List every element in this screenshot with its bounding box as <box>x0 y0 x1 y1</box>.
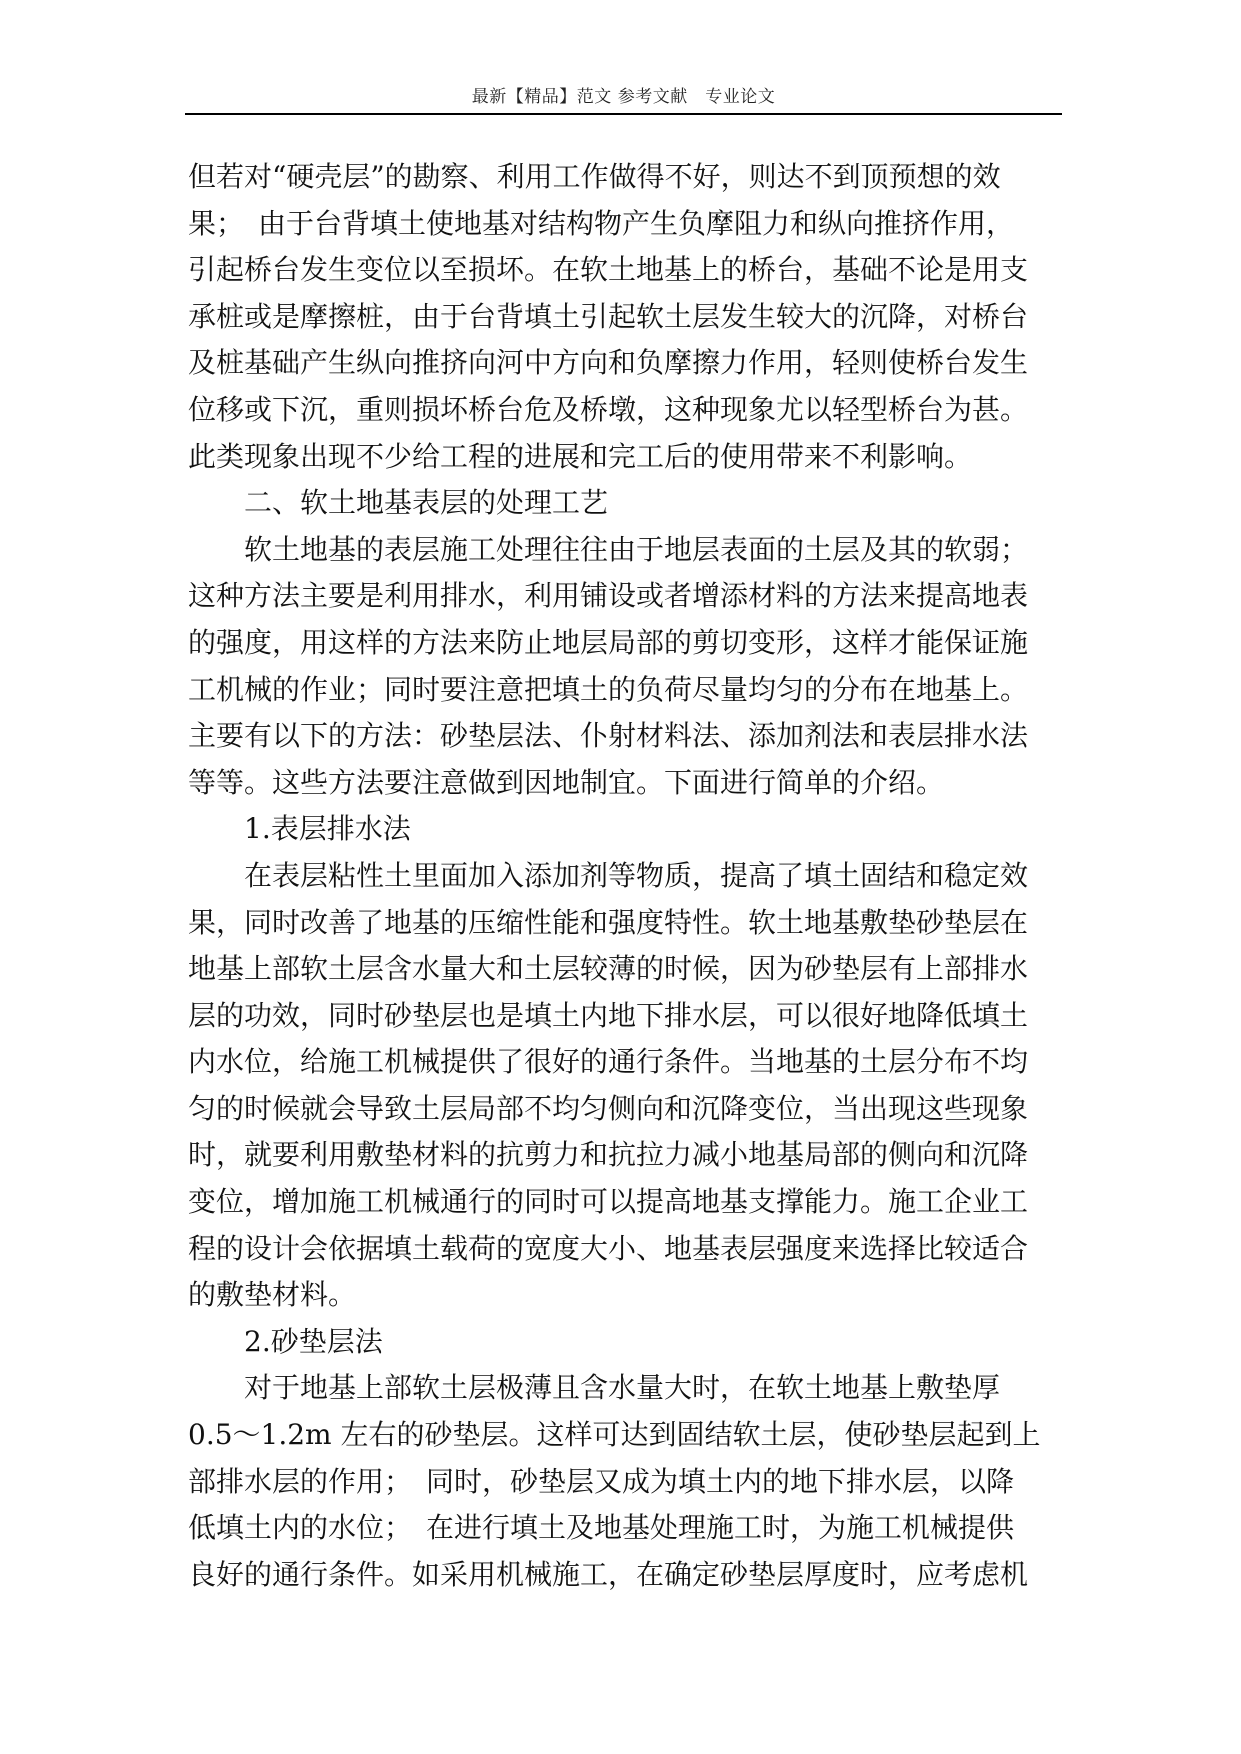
text-line: 果； 由于台背填土使地基对结构物产生负摩阻力和纵向推挤作用， <box>188 206 1015 240</box>
text-line: 及桩基础产生纵向推挤向河中方向和负摩擦力作用，轻则使桥台发生 <box>188 346 1029 380</box>
text-line: 工机械的作业；同时要注意把填土的负荷尽量均匀的分布在地基上。 <box>188 672 1029 706</box>
text-line: 部排水层的作用； 同时，砂垫层又成为填土内的地下排水层，以降 <box>188 1464 1015 1498</box>
paragraph <box>188 853 1061 1319</box>
text-line: 二、软土地基表层的处理工艺 <box>244 486 609 520</box>
paragraph <box>188 480 1061 527</box>
text-line: 2.砂垫层法 <box>244 1324 383 1358</box>
text-line: 软土地基的表层施工处理往往由于地层表面的土层及其的软弱； <box>244 532 1029 566</box>
paragraph <box>188 1365 1061 1598</box>
text-line: 变位，增加施工机械通行的同时可以提高地基支撑能力。施工企业工 <box>188 1185 1029 1219</box>
paragraph <box>188 806 1061 853</box>
text-line: 此类现象出现不少给工程的进展和完工后的使用带来不利影响。 <box>188 439 973 473</box>
text-line: 在表层粘性土里面加入添加剂等物质，提高了填土固结和稳定效 <box>244 858 1029 892</box>
text-line: 果，同时改善了地基的压缩性能和强度特性。软土地基敷垫砂垫层在 <box>188 905 1029 939</box>
text-line: 程的设计会依据填土载荷的宽度大小、地基表层强度来选择比较适合 <box>188 1231 1029 1265</box>
text-line: 层的功效，同时砂垫层也是填土内地下排水层，可以很好地降低填土 <box>188 998 1029 1032</box>
page-header: 最新【精品】范文 参考文献 专业论文 <box>471 87 776 107</box>
text-line: 匀的时候就会导致土层局部不均匀侧向和沉降变位，当出现这些现象 <box>188 1091 1029 1125</box>
text-line: 1.表层排水法 <box>244 812 411 846</box>
text-line: 对于地基上部软土层极薄且含水量大时，在软土地基上敷垫厚 <box>244 1371 1001 1405</box>
text-line: 低填土内的水位； 在进行填土及地基处理施工时，为施工机械提供 <box>188 1511 1015 1545</box>
text-line: 0.5～1.2m 左右的砂垫层。这样可达到固结软土层，使砂垫层起到上 <box>188 1418 1041 1452</box>
text-line: 这种方法主要是利用排水，利用铺设或者增添材料的方法来提高地表 <box>188 579 1029 613</box>
text-line: 良好的通行条件。如采用机械施工，在确定砂垫层厚度时，应考虑机 <box>188 1557 1029 1591</box>
text-line: 内水位，给施工机械提供了很好的通行条件。当地基的土层分布不均 <box>188 1045 1029 1079</box>
text-line: 的强度，用这样的方法来防止地层局部的剪切变形，这样才能保证施 <box>188 625 1029 659</box>
header-divider <box>185 113 1062 115</box>
text-line: 地基上部软土层含水量大和土层较薄的时候，因为砂垫层有上部排水 <box>188 952 1029 986</box>
text-line: 承桩或是摩擦桩，由于台背填土引起软土层发生较大的沉降，对桥台 <box>188 299 1029 333</box>
paragraph <box>188 154 1061 480</box>
text-line: 主要有以下的方法：砂垫层法、仆射材料法、添加剂法和表层排水法 <box>188 719 1029 753</box>
text-line: 时，就要利用敷垫材料的抗剪力和抗拉力减小地基局部的侧向和沉降 <box>188 1138 1029 1172</box>
text-line: 但若对“硬壳层”的勘察、利用工作做得不好，则达不到顶预想的效 <box>188 160 1001 193</box>
paragraph <box>188 527 1061 807</box>
text-line: 引起桥台发生变位以至损坏。在软土地基上的桥台，基础不论是用支 <box>188 253 1029 287</box>
text-line: 的敷垫材料。 <box>188 1278 357 1312</box>
document-body <box>188 154 1061 1598</box>
text-line: 位移或下沉，重则损坏桥台危及桥墩，这种现象尤以轻型桥台为甚。 <box>188 392 1029 426</box>
text-line: 等等。这些方法要注意做到因地制宜。下面进行简单的介绍。 <box>188 765 945 799</box>
paragraph <box>188 1319 1061 1366</box>
